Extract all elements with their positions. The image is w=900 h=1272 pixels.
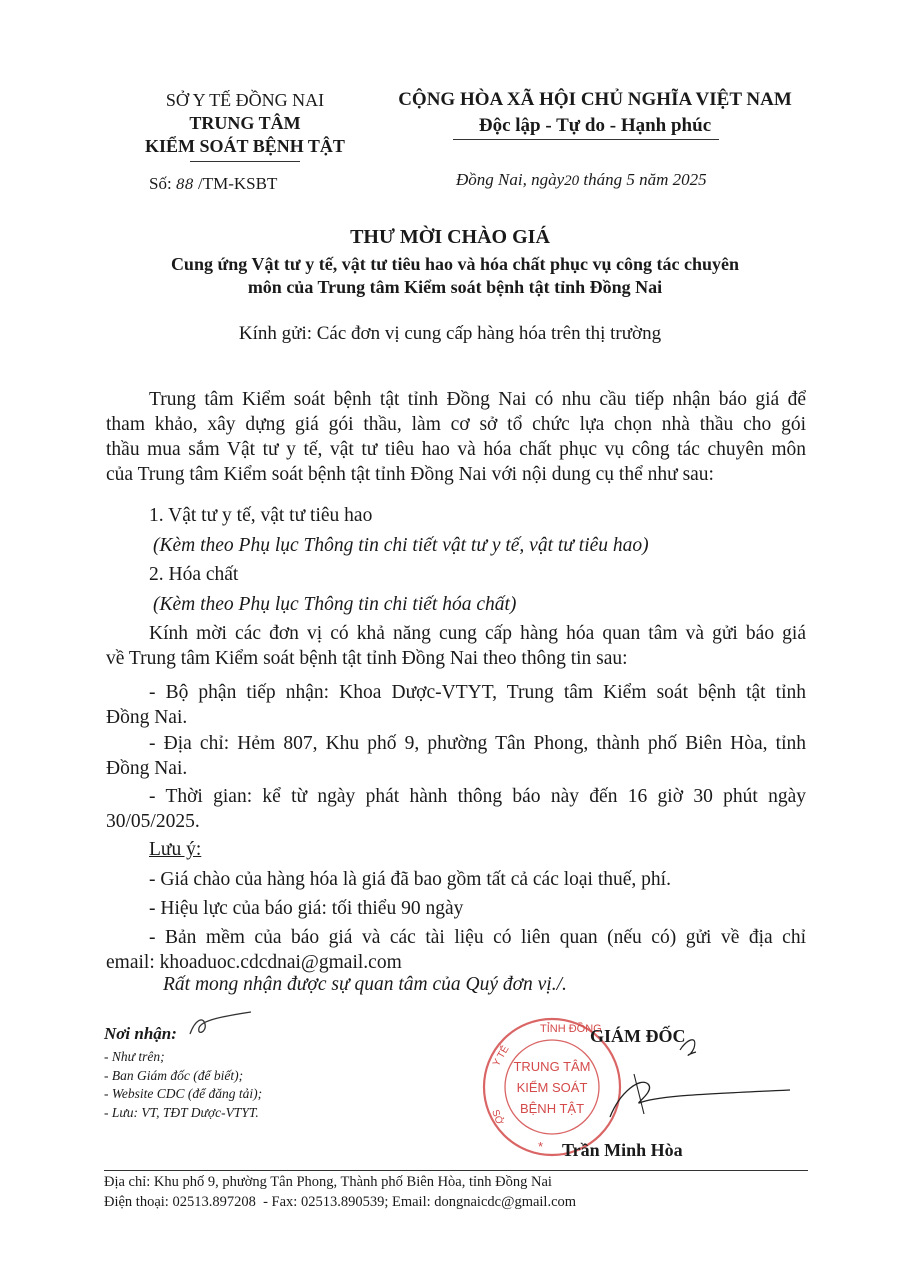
agency-name: SỞ Y TẾ ĐỒNG NAI [165, 90, 325, 110]
footer-contact: Điện thoại: 02513.897208 - Fax: 02513.890539; Email: dongnaicdc@gmail.com [104, 1194, 577, 1210]
signer-title: GIÁM ĐỐC [590, 1026, 686, 1046]
recipients-label: Nơi nhận: [104, 1024, 177, 1043]
unit-name-line1: TRUNG TÂM [189, 113, 301, 133]
subtitle-line1: Cung ứng Vật tư y tế, vật tư tiêu hao và hóa chất phục vụ công tác chuyên [170, 254, 740, 274]
recipient-line: Kính gửi: Các đơn vị cung cấp hàng hóa trên thị trường [238, 323, 662, 344]
closing-line: Rất mong nhận được sự quan tâm của Quý đơn vị./. [163, 974, 567, 995]
stamp-line-3: BỆNH TẬT [519, 1101, 585, 1116]
recipient-item: - Như trên; [104, 1049, 165, 1064]
recipient-item: - Lưu: VT, TĐT Dược-VTYT. [104, 1104, 259, 1120]
item-1: 1. Vật tư y tế, vật tư tiêu hao [149, 505, 373, 526]
item-2-note: (Kèm theo Phụ lục Thông tin chi tiết hóa chất) [153, 594, 517, 615]
footer-divider [104, 1170, 808, 1171]
stamp-side-text: Y TẾ [491, 1044, 512, 1069]
national-title: CỘNG HÒA XÃ HỘI CHỦ NGHĨA VIỆT NAM [398, 89, 792, 110]
receiving-department: - Bộ phận tiếp nhận: Khoa Dược-VTYT, Trung tâm Kiểm soát bệnh tật tỉnh Đồng Nai. [106, 682, 806, 728]
unit-name-line2: KIỂM SOÁT BỆNH TẬT [145, 136, 345, 156]
signer-name: Trần Minh Hòa [562, 1140, 683, 1160]
item-1-note: (Kèm theo Phụ lục Thông tin chi tiết vật tư y tế, vật tư tiêu hao) [153, 535, 649, 556]
recipient-item: - Ban Giám đốc (để biết); [104, 1067, 244, 1083]
receiving-address: - Địa chỉ: Hẻm 807, Khu phố 9, phường Tân Phong, thành phố Biên Hòa, tỉnh Đồng Nai. [106, 733, 806, 779]
document-date: Đồng Nai, ngày20 tháng 5 năm 2025 [456, 170, 707, 189]
unit-underline [190, 161, 300, 162]
stamp-line-2: KIỂM SOÁT [516, 1080, 588, 1095]
stamp-ring-text: TỈNH ĐỒNG [540, 1023, 602, 1035]
document-title: THƯ MỜI CHÀO GIÁ [350, 226, 550, 248]
note-softcopy: - Bản mềm của báo giá và các tài liệu có liên quan (nếu có) gửi về địa chỉ email: khoaduoc.cdcdnai@gmail.com [106, 927, 806, 973]
note-validity: - Hiệu lực của báo giá: tối thiểu 90 ngày [149, 898, 464, 919]
note-title: Lưu ý: [149, 839, 202, 860]
stamp-star: * [538, 1139, 544, 1154]
invite-paragraph: Kính mời các đơn vị có khả năng cung cấp hàng hóa quan tâm và gửi báo giá về Trung tâm Kiểm soát bệnh tật tỉnh Đồng Nai theo thông tin sau: [106, 623, 806, 669]
intro-paragraph: Trung tâm Kiểm soát bệnh tật tỉnh Đồng Nai có nhu cầu tiếp nhận báo giá để tham khảo, xây dựng giá gói thầu, làm cơ sở tổ chức lựa chọn nhà thầu cho gói thầu mua sắm Vật tư y tế, vật tư tiêu hao và hóa chất phục vụ công tác chuyên môn của Trung tâm Kiểm soát bệnh tật tỉnh Đồng Nai với nội dung cụ thể như sau: [106, 389, 806, 485]
deadline: - Thời gian: kể từ ngày phát hành thông báo này đến 16 giờ 30 phút ngày 30/05/2025. [106, 786, 806, 832]
footer-address: Địa chỉ: Khu phố 9, phường Tân Phong, Thành phố Biên Hòa, tỉnh Đồng Nai [104, 1174, 552, 1190]
item-2: 2. Hóa chất [149, 564, 239, 585]
subtitle-line2: môn của Trung tâm Kiểm soát bệnh tật tỉnh Đồng Nai [247, 277, 663, 297]
motto-underline [453, 139, 719, 140]
national-motto: Độc lập - Tự do - Hạnh phúc [478, 115, 712, 136]
stamp-line-1: TRUNG TÂM [513, 1059, 591, 1074]
initial-signature [185, 1010, 255, 1040]
stamp-bottom-text: SỞ [489, 1108, 505, 1127]
recipient-item: - Website CDC (để đăng tải); [104, 1086, 263, 1101]
note-price: - Giá chào của hàng hóa là giá đã bao gồm tất cả các loại thuế, phí. [149, 869, 671, 890]
document-number: Số: 88 /TM-KSBT [149, 174, 278, 193]
director-signature [600, 1022, 800, 1132]
